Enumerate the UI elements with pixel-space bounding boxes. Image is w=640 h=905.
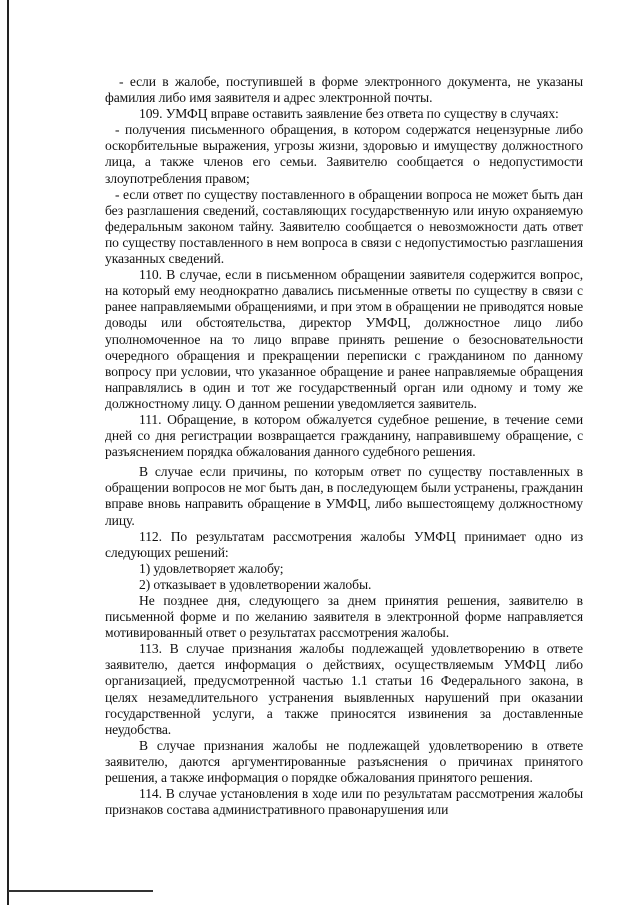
paragraph-111-resubmission: В случае если причины, по которым ответ по существу поставленных в обращении вопросов не мог быть дан, в последующем были устранены, гражданин вправе вновь направить обращение в УМФЦ, либо вышестоящему должностному лицу. — [105, 464, 583, 528]
paragraph-112-option-2: 2) отказывает в удовлетворении жалобы. — [139, 576, 372, 592]
paragraph-112-option-1: 1) удовлетворяет жалобу; — [139, 560, 284, 576]
paragraph-109-obscene-content: - получения письменного обращения, в котором содержатся нецензурные либо оскорбительные выражения, угрозы жизни, здоровью и имуществу должностного лица, а также членов его семьи. Заявителю сообщается о недопустимости злоупотребления правом; — [105, 122, 583, 186]
paragraph-113: 113. В случае признания жалобы подлежащей удовлетворению в ответе заявителю, дается информация о действиях, осуществляемым УМФЦ либо организацией, предусмотренной частью 1.1 статьи 16 Федерального закона, в целях незамедлительного устранения выявленных нарушений при оказании государственной услуги, а также приносятся извинения за доставленные неудобства. — [105, 641, 583, 737]
document-body — [105, 74, 583, 818]
paragraph-110: 110. В случае, если в письменном обращении заявителя содержится вопрос, на который ему неоднократно давались письменные ответы по существу в связи с ранее направляемыми обращениями, и при этом в обращении не приводятся новые доводы или обстоятельства, директор УМФЦ, должностное лицо либо уполномоченное на то лицо вправе принять решение о безосновательности очередного обращения и прекращении переписки с гражданином по данному вопросу при условии, что указанное обращение и ранее направляемые обращения направлялись в один и тот же государственный орган или одному и тому же должностному лицу. О данном решении уведомляется заявитель. — [105, 267, 583, 411]
paragraph-114: 114. В случае установления в ходе или по результатам рассмотрения жалобы признаков состава административного правонарушения или — [105, 786, 583, 818]
paragraph-111: 111. Обращение, в котором обжалуется судебное решение, в течение семи дней со дня регистрации возвращается гражданину, направившему обращение, с разъяснением порядка обжалования данного судебного решения. — [105, 411, 583, 460]
scan-bottom-edge-line — [8, 890, 153, 892]
paragraph-112-response-deadline: Не позднее дня, следующего за днем принятия решения, заявителю в письменной форме и по желанию заявителя в электронной форме направляется мотивированный ответ о результатах рассмотрения жалобы. — [105, 593, 583, 641]
scan-left-edge-line — [7, 0, 9, 905]
paragraph-109-state-secret: - если ответ по существу поставленного в обращении вопроса не может быть дан без разглашения сведений, составляющих государственную или иную охраняемую федеральным законом тайну. Заявителю сообщается о невозможности дать ответ по существу поставленного в нем вопроса в связи с недопустимостью разглашения указанных сведений. — [105, 186, 583, 267]
paragraph-112-heading: 112. По результатам рассмотрения жалобы УМФЦ принимает одно из следующих решений: — [105, 528, 583, 560]
paragraph-113-rejection: В случае признания жалобы не подлежащей удовлетворению в ответе заявителю, даются аргументированные разъяснения о причинах принятого решения, а также информация о порядке обжалования принятого решения. — [105, 737, 583, 786]
paragraph-109-heading: 109. УМФЦ вправе оставить заявление без ответа по существу в случаях: — [139, 106, 559, 122]
paragraph-email-not-specified: - если в жалобе, поступившей в форме электронного документа, не указаны фамилия либо имя заявителя и адрес электронной почты. — [105, 74, 583, 106]
